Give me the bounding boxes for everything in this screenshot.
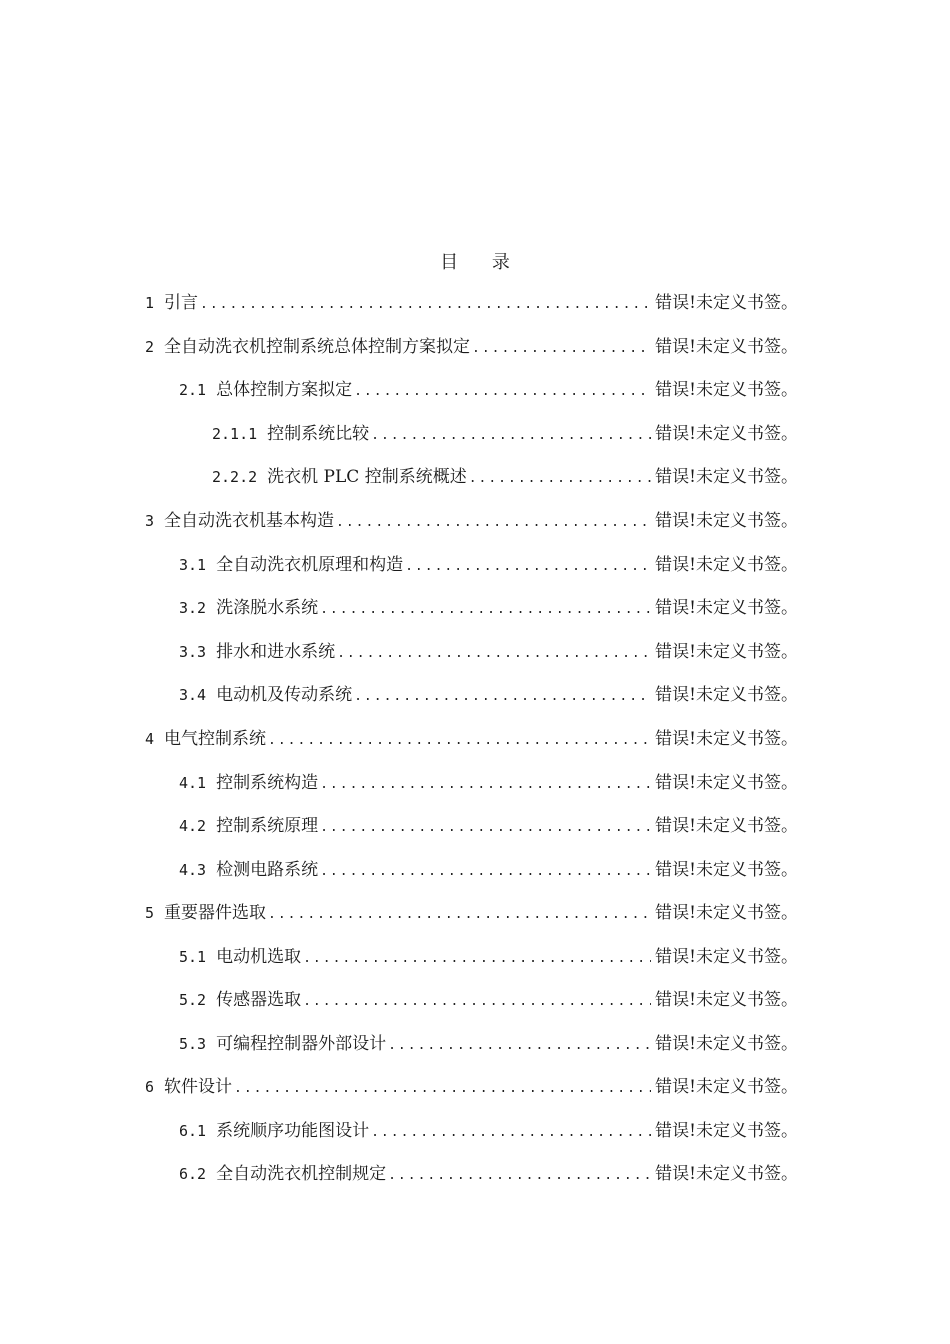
toc-entry[interactable] [145,898,798,928]
toc-entry[interactable] [212,419,798,449]
toc-entry-page-ref: 错误!未定义书签。 [655,337,798,357]
toc-entry[interactable] [179,811,798,841]
toc-dot-leader [268,900,651,930]
toc-entry-number: 3.1 [179,556,207,574]
toc-entry[interactable] [179,637,798,667]
toc-entry[interactable] [179,1116,798,1146]
toc-entry-title: 全自动洗衣机基本构造 [164,511,335,531]
toc-entry-title: 检测电路系统 [216,860,319,880]
toc-entry[interactable] [179,1029,798,1059]
toc-entry-number: 2 [145,338,155,356]
toc-entry-number: 5 [145,904,155,922]
toc-entry-page-ref: 错误!未定义书签。 [655,1034,798,1054]
toc-dot-leader [200,290,651,320]
toc-dot-leader [337,639,651,669]
toc-entry[interactable] [179,375,798,405]
toc-entry-title: 电动机选取 [216,947,302,967]
toc-entry-title: 引言 [164,293,199,313]
toc-dot-leader [336,508,651,538]
toc-entry[interactable] [179,1159,798,1189]
toc-dot-leader [303,987,651,1017]
toc-entry-page-ref: 错误!未定义书签。 [655,947,798,967]
toc-entry[interactable] [212,462,798,492]
toc-entry[interactable] [179,550,798,580]
toc-entry-title: 系统顺序功能图设计 [216,1121,370,1141]
toc-dot-leader [320,595,651,625]
toc-entry[interactable] [179,942,798,972]
toc-entry-page-ref: 错误!未定义书签。 [655,293,798,313]
toc-entry-page-ref: 错误!未定义书签。 [655,380,798,400]
toc-entry-number: 2.1 [179,381,207,399]
toc-dot-leader [388,1161,651,1191]
toc-entry[interactable] [179,768,798,798]
toc-entry-title: 全自动洗衣机原理和构造 [216,555,404,575]
toc-entry-title: 洗涤脱水系统 [216,598,319,618]
toc-entry-page-ref: 错误!未定义书签。 [655,773,798,793]
toc-entry-number: 6 [145,1078,155,1096]
toc-entry-title: 全自动洗衣机控制系统总体控制方案拟定 [164,337,471,357]
toc-dot-leader [388,1031,651,1061]
toc-entry-number: 3.2 [179,599,207,617]
toc-entry[interactable] [179,855,798,885]
toc-entry-number: 3.3 [179,643,207,661]
toc-entry-page-ref: 错误!未定义书签。 [655,598,798,618]
toc-entry-number: 2.1.1 [212,425,258,443]
toc-entry[interactable] [145,724,798,754]
toc-entry-number: 6.2 [179,1165,207,1183]
toc-entry-page-ref: 错误!未定义书签。 [655,729,798,749]
toc-dot-leader [354,682,651,712]
toc-entry-page-ref: 错误!未定义书签。 [655,424,798,444]
toc-entry-title: 软件设计 [164,1077,233,1097]
toc-entry-title: 电气控制系统 [164,729,267,749]
toc-entry-page-ref: 错误!未定义书签。 [655,511,798,531]
toc-title: 目 录 [440,252,524,273]
toc-entry-number: 5.2 [179,991,207,1009]
toc-dot-leader [320,813,651,843]
toc-dot-leader [371,1118,651,1148]
toc-entry-title: 排水和进水系统 [216,642,336,662]
toc-entry-title: 重要器件选取 [164,903,267,923]
toc-entry-number: 4.3 [179,861,207,879]
toc-entry[interactable] [179,680,798,710]
toc-entry-number: 3.4 [179,686,207,704]
toc-entry[interactable] [145,332,798,362]
toc-entry[interactable] [145,288,798,318]
toc-entry-title: 控制系统构造 [216,773,319,793]
toc-entry-page-ref: 错误!未定义书签。 [655,1164,798,1184]
toc-dot-leader [354,377,651,407]
toc-entry-title: 控制系统比较 [267,424,370,444]
toc-entry-page-ref: 错误!未定义书签。 [655,816,798,836]
toc-dot-leader [320,857,651,887]
toc-entry-number: 4 [145,730,155,748]
toc-entry[interactable] [179,985,798,1015]
toc-entry-page-ref: 错误!未定义书签。 [655,685,798,705]
toc-dot-leader [472,334,651,364]
toc-dot-leader [371,421,651,451]
toc-entry-page-ref: 错误!未定义书签。 [655,1121,798,1141]
toc-entry-page-ref: 错误!未定义书签。 [655,467,798,487]
toc-entry-page-ref: 错误!未定义书签。 [655,642,798,662]
toc-entry-title: 电动机及传动系统 [216,685,353,705]
toc-entry-title: 可编程控制器外部设计 [216,1034,387,1054]
toc-dot-leader [234,1074,651,1104]
toc-dot-leader [469,464,651,494]
toc-entry-title: 控制系统原理 [216,816,319,836]
toc-entry-title: 总体控制方案拟定 [216,380,353,400]
toc-entry-page-ref: 错误!未定义书签。 [655,555,798,575]
toc-entry-number: 3 [145,512,155,530]
toc-entry-page-ref: 错误!未定义书签。 [655,860,798,880]
toc-entry-number: 4.2 [179,817,207,835]
toc-entry-number: 5.1 [179,948,207,966]
toc-dot-leader [320,770,651,800]
toc-entry[interactable] [145,506,798,536]
toc-entry-page-ref: 错误!未定义书签。 [655,903,798,923]
toc-entry-number: 2.2.2 [212,468,258,486]
toc-entry[interactable] [145,1072,798,1102]
toc-entry-number: 5.3 [179,1035,207,1053]
toc-entry-title: 洗衣机 PLC 控制系统概述 [267,467,467,487]
toc-dot-leader [405,552,651,582]
toc-entry-title: 传感器选取 [216,990,302,1010]
toc-entry-page-ref: 错误!未定义书签。 [655,990,798,1010]
toc-entry-page-ref: 错误!未定义书签。 [655,1077,798,1097]
toc-dot-leader [268,726,651,756]
toc-entry[interactable] [179,593,798,623]
toc-dot-leader [303,944,651,974]
toc-entry-number: 4.1 [179,774,207,792]
toc-entry-number: 1 [145,294,155,312]
toc-entry-number: 6.1 [179,1122,207,1140]
toc-entry-title: 全自动洗衣机控制规定 [216,1164,387,1184]
